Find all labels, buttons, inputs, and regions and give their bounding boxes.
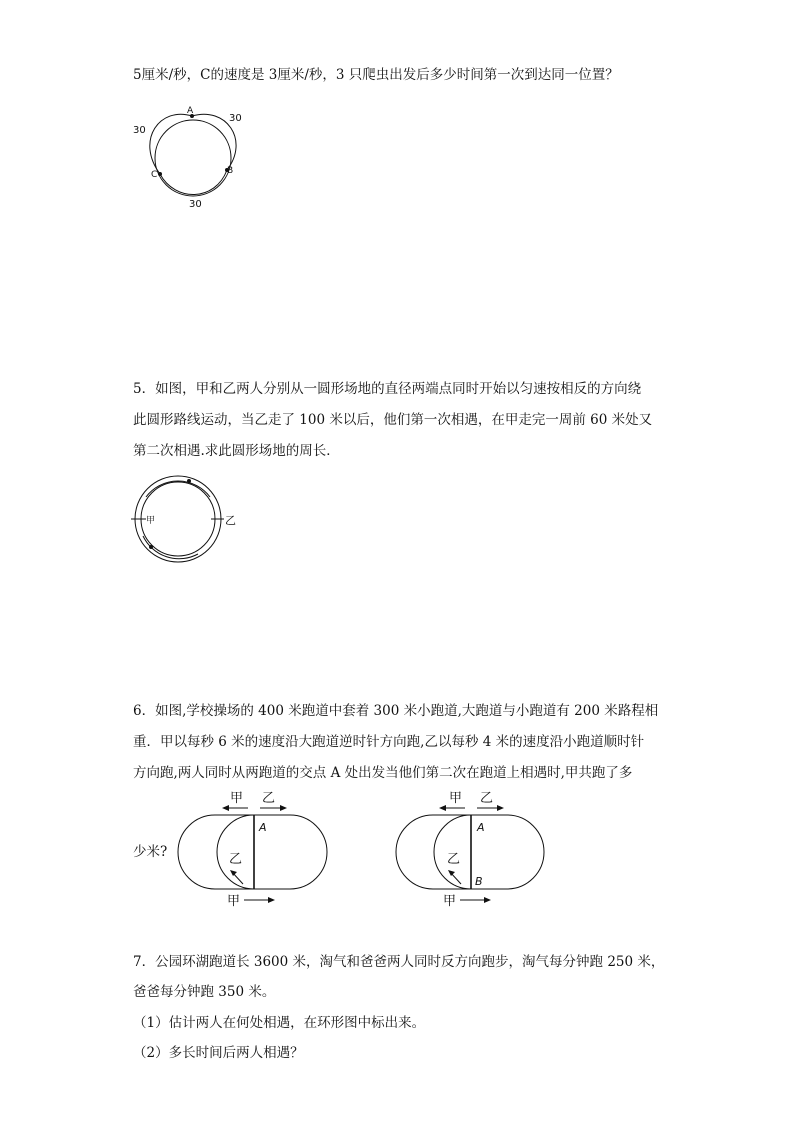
label-yi-top: 乙	[480, 791, 494, 806]
arrow-jia-bottom-head	[268, 897, 275, 903]
label-yi-inner: 乙	[229, 852, 243, 867]
runner-dot-top	[187, 479, 191, 483]
outer-track	[178, 815, 327, 889]
circular-field-figure	[128, 474, 248, 564]
label-yi: 乙	[225, 514, 236, 527]
label-jia-top: 甲	[449, 791, 463, 806]
problem5-line3: 第二次相遇.求此圆形场地的周长．	[133, 443, 340, 459]
arc-bottom	[160, 170, 227, 195]
point-c	[158, 172, 162, 176]
label-jia-top: 甲	[230, 791, 244, 806]
arrow-yi-top-head	[497, 805, 504, 811]
label-a: A	[187, 106, 194, 116]
problem6-line1: 6．如图,学校操场的 400 米跑道中套着 300 米小跑道,大跑道与小跑道有 200 米路程相	[133, 703, 659, 719]
label-jia-bottom: 甲	[227, 894, 241, 909]
label-b: B	[227, 166, 234, 176]
label-jia-bottom: 甲	[443, 894, 457, 909]
problem4-text: 5厘米/秒，C的速度是 3厘米/秒，3 只爬虫出发后多少时间第一次到达同一位置？	[133, 67, 619, 83]
outer-track	[396, 815, 544, 889]
problem7-line1: 7．公园环湖跑道长 3600 米，淘气和爸爸两人同时反方向跑步，淘气每分钟跑 250 米，	[133, 954, 665, 970]
arrow-yi-top-head	[280, 805, 287, 811]
label-a: A	[259, 821, 267, 834]
arrow-yi-inner-head	[448, 870, 455, 876]
arc-label-left: 30	[133, 125, 146, 136]
label-jia: 甲	[146, 516, 156, 526]
problem5-line1: 5．如图，甲和乙两人分别从一圆形场地的直径两端点同时开始以匀速按相反的方向绕	[133, 381, 642, 397]
label-a: A	[477, 821, 485, 834]
main-circle	[155, 120, 234, 196]
problem7-line2: 爸爸每分钟跑 350 米。	[133, 984, 276, 1000]
problem6-line2: 重．甲以每秒 6 米的速度沿大跑道逆时针方向跑,乙以每秒 4 米的速度沿小跑道顺时针	[133, 734, 645, 750]
problem6-line4: 少米?	[133, 844, 168, 860]
label-c: C	[151, 170, 158, 180]
track-figure-right	[393, 787, 553, 907]
arrow-jia-top-head	[222, 805, 229, 811]
arc-label-right: 30	[229, 113, 242, 124]
arrow-yi-inner-head	[230, 870, 237, 876]
three-bug-circle-figure	[128, 104, 248, 214]
problem7-sub1: （1）估计两人在何处相遇，在环形图中标出来。	[133, 1015, 426, 1031]
problem7-sub2: （2）多长时间后两人相遇？	[133, 1045, 304, 1061]
label-yi-inner: 乙	[447, 852, 461, 867]
problem6-line3: 方向跑,两人同时从两跑道的交点 A 处出发当他们第二次在跑道上相遇时,甲共跑了多	[133, 765, 633, 781]
label-yi-top: 乙	[262, 791, 276, 806]
arc-label-bottom: 30	[189, 199, 202, 210]
runner-dot-bottom	[149, 545, 153, 549]
track-figure-left	[175, 787, 335, 907]
arrow-jia-top-head	[439, 805, 446, 811]
arrow-jia-bottom-head	[484, 897, 491, 903]
label-b: B	[475, 875, 483, 888]
problem5-line2: 此圆形路线运动，当乙走了 100 米以后，他们第一次相遇，在甲走完一周前 60 米处又	[133, 412, 653, 428]
